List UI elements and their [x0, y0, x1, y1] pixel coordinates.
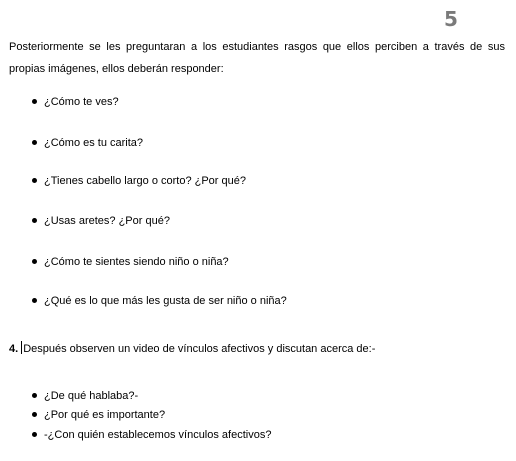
question-text: ¿Cómo es tu carita?	[44, 137, 144, 149]
question-text: ¿Qué es lo que más les gusta de ser niño o niña?	[44, 295, 287, 307]
question-text: ¿Cómo te sientes siendo niño o niña?	[44, 256, 229, 268]
question-text: ¿Por qué es importante?	[44, 409, 166, 421]
list-item	[0, 389, 480, 403]
question-text: ¿Cómo te ves?	[44, 96, 119, 108]
page-number: 5	[444, 7, 458, 31]
list-item	[0, 408, 480, 422]
bullet-icon	[32, 432, 37, 437]
question-text: ¿Usas aretes? ¿Por qué?	[44, 215, 170, 227]
question-text: ¿De qué hablaba?-	[44, 390, 139, 402]
question-text: -¿Con quién establecemos vínculos afectivos?	[44, 429, 272, 441]
intro-paragraph: Posteriormente se les preguntaran a los estudiantes rasgos que ellos perciben a través de sus propias imágenes, ellos deberán responder:	[9, 41, 505, 75]
bullet-icon	[32, 393, 37, 398]
item-number: 4.	[9, 343, 19, 355]
question-text: ¿Tienes cabello largo o corto? ¿Por qué?	[44, 175, 246, 187]
list-item	[0, 428, 480, 442]
item-text: Después observen un video de vínculos afectivos y discutan acerca de:-	[23, 343, 376, 355]
bullet-icon	[32, 412, 37, 417]
